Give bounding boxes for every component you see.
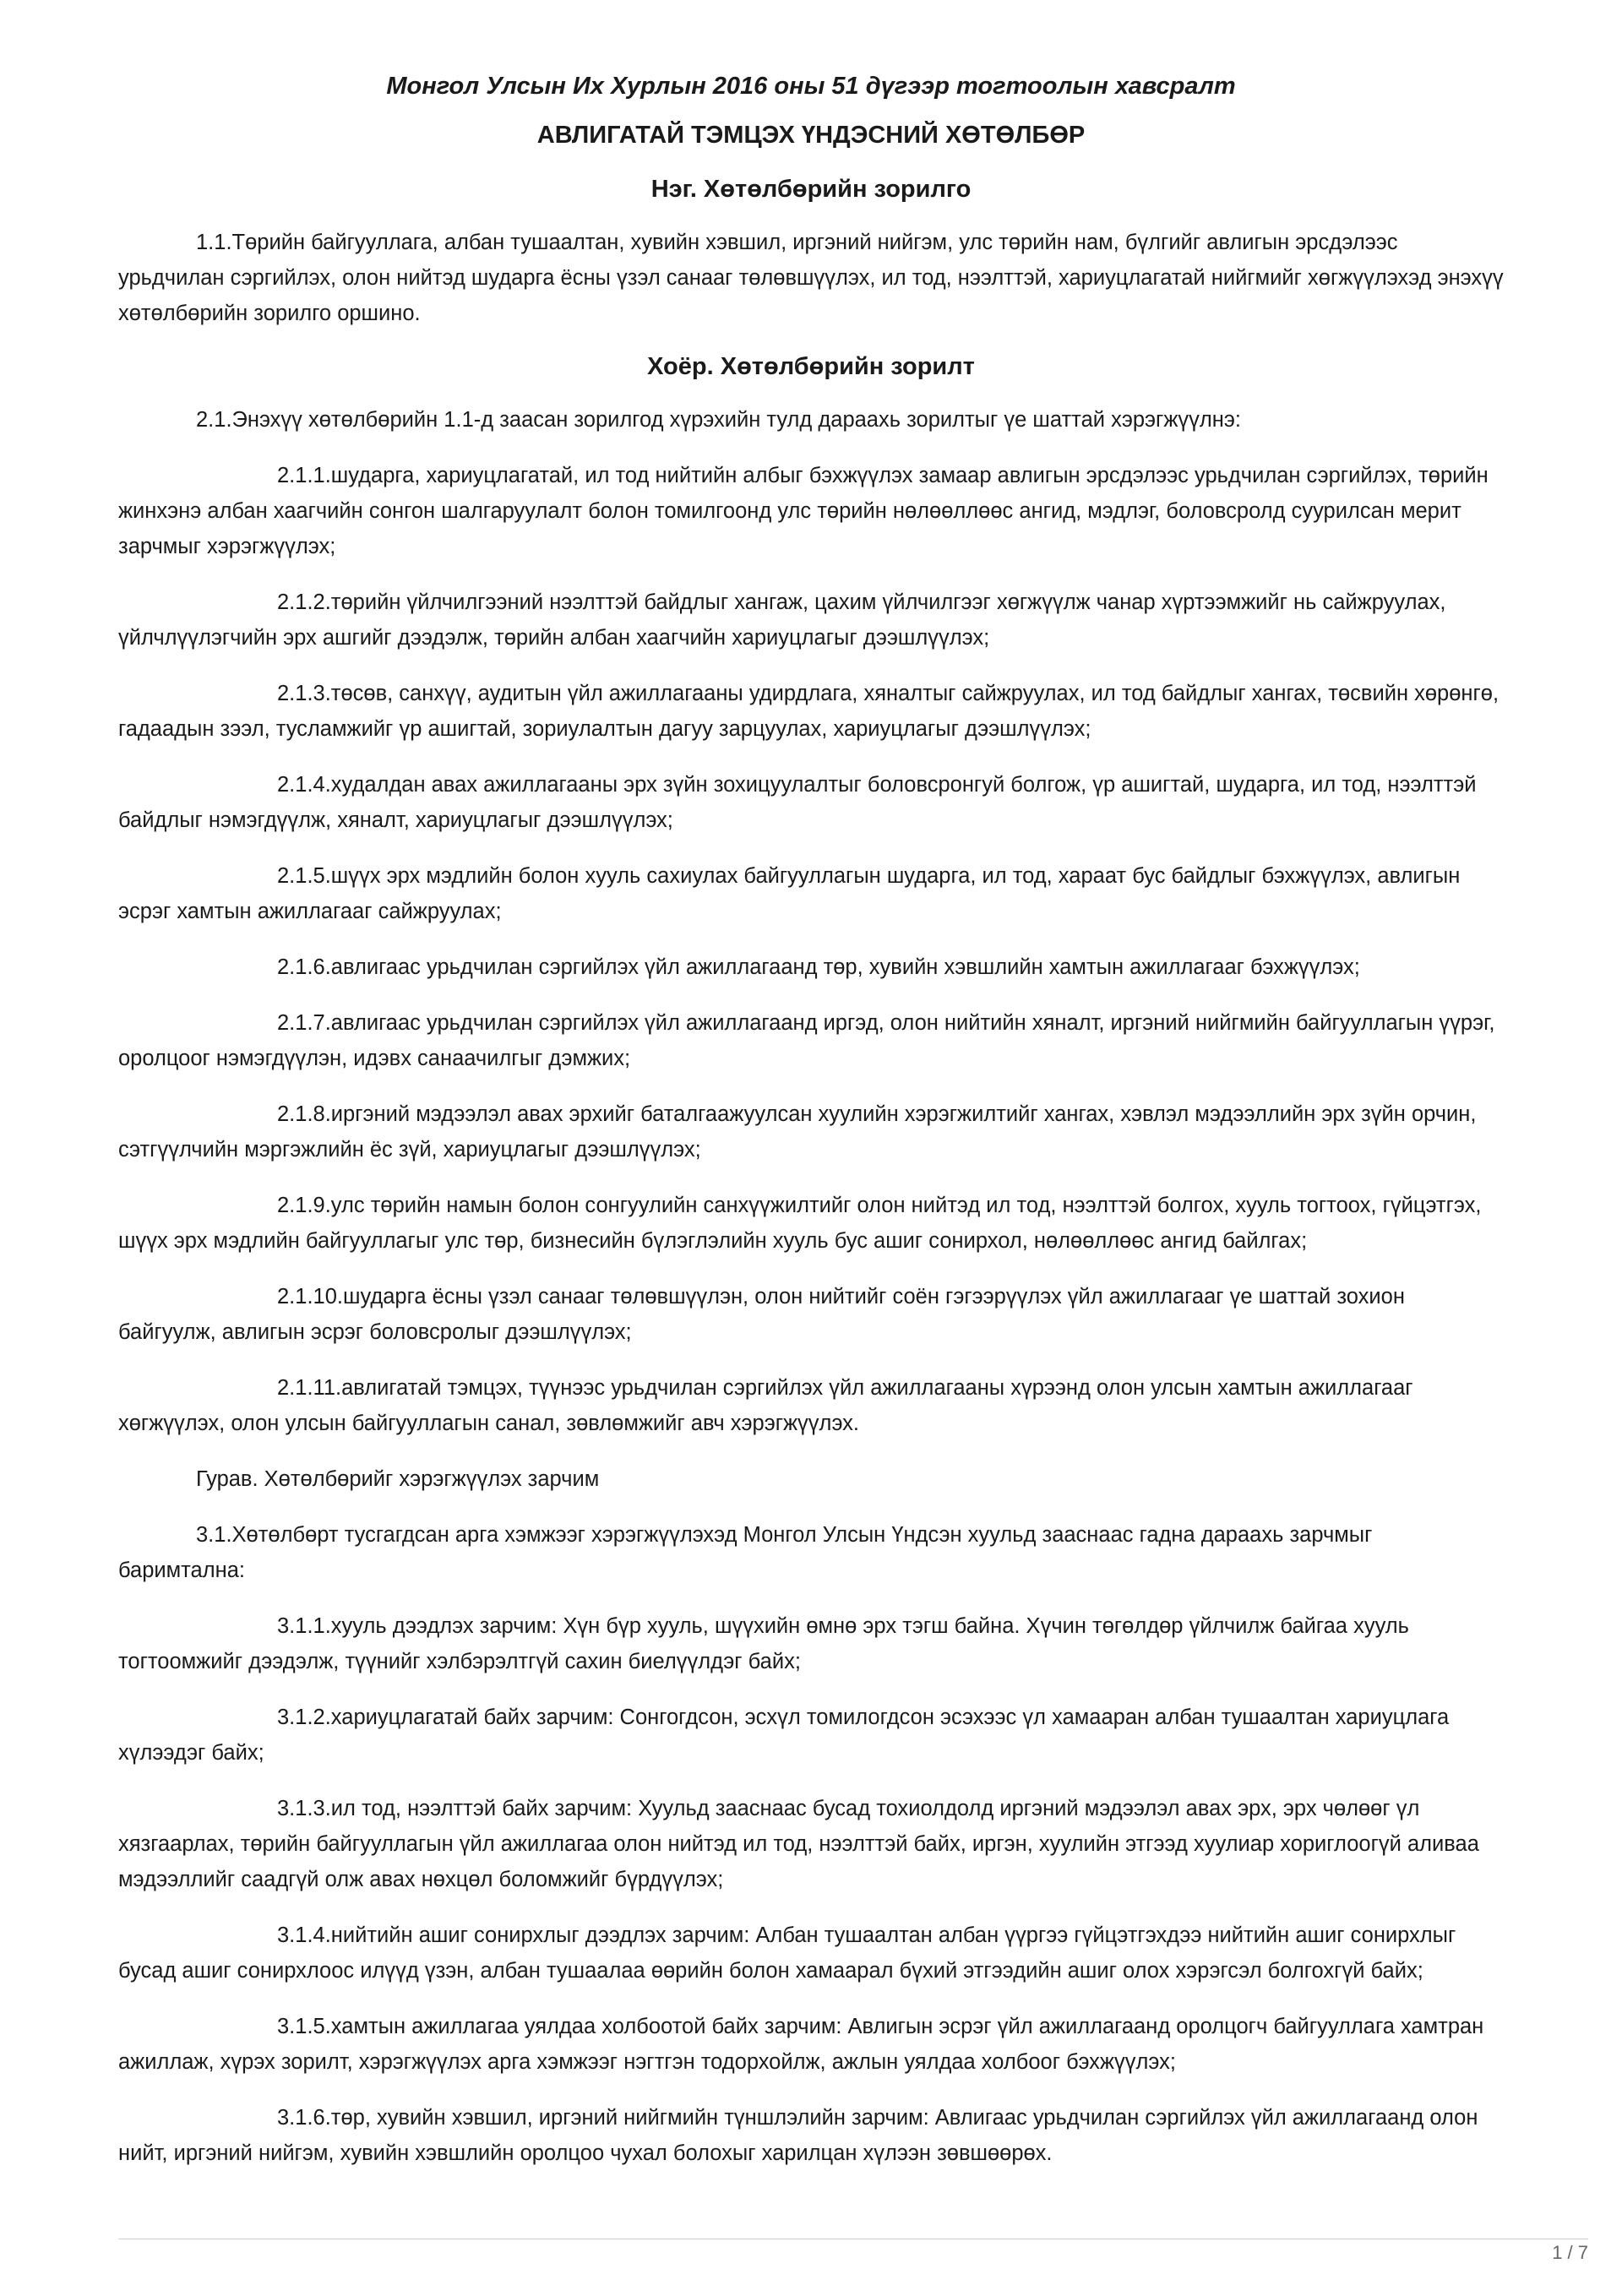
list-item-3-1-6: 3.1.6.төр, хувийн хэвшил, иргэний нийгмийн түншлэлийн зарчим: Авлигаас урьдчилан сэргийлэх үйл ажиллагаанд олон нийт, иргэний нийгэм, хувийн хэвшлийн оролцоо чухал болохыг харилцан хүлээн зөвшөөрөх. xyxy=(118,2106,1478,2165)
paragraph-2-1: 2.1.Энэхүү хөтөлбөрийн 1.1-д заасан зорилгод хүрэхийн тулд дараахь зорилтыг үе шаттай хэрэгжүүлнэ: xyxy=(196,408,1241,432)
document-title: АВЛИГАТАЙ ТЭМЦЭХ ҮНДЭСНИЙ ХӨТӨЛБӨР xyxy=(536,122,1086,149)
list-item-2-1-4: 2.1.4.худалдан авах ажиллагааны эрх зүйн зохицуулалтыг боловсронгуй болгож, үр ашигтай, шударга, ил тод, нээлттэй байдлыг нэмэгдүүлж, хяналт, хариуцлагыг дээшлүүлэх; xyxy=(118,773,1477,832)
list-item-2-1-3: 2.1.3.төсөв, санхүү, аудитын үйл ажиллагааны удирдлага, хяналтыг сайжруулах, ил тод байдлыг хангах, төсвийн хөрөнгө, гадаадын зээл, тусламжийг үр ашигтай, зориулалтын дагуу зарцуулах, хариуцлагыг дээшлүүлэх; xyxy=(118,682,1500,741)
page-number: 1 / 7 xyxy=(1552,2242,1588,2263)
list-item-2-1-7: 2.1.7.авлигаас урьдчилан сэргийлэх үйл ажиллагаанд иргэд, олон нийтийн хяналт, иргэний нийгмийн байгууллагын үүрэг, оролцоог нэмэгдүүлэн, идэвх санаачилгыг дэмжих; xyxy=(118,1011,1495,1070)
list-item-2-1-1: 2.1.1.шударга, хариуцлагатай, ил тод нийтийн албыг бэхжүүлэх замаар авлигын эрсдэлээс урьдчилан сэргийлэх, төрийн жинхэнэ албан хаагчийн сонгон шалгаруулалт болон томилгоонд улс төрийн нөлөөллөөс ангид, мэдлэг, боловсролд суурилсан мерит зарчмыг хэрэгжүүлэх; xyxy=(118,464,1489,558)
list-item-3-1-3: 3.1.3.ил тод, нээлттэй байх зарчим: Хуульд зааснаас бусад тохиолдолд иргэний мэдээлэл авах эрх, эрх чөлөөг үл хязгаарлах, төрийн байгууллагын үйл ажиллагаа олон нийтэд ил тод, нээлттэй байх, иргэн, хуулийн этгээд хуулиар хориглоогүй аливаа мэдээллийг саадгүй олж авах нөхцөл боломжийг бүрдүүлэх; xyxy=(118,1797,1479,1891)
attachment-note: Монгол Улсын Их Хурлын 2016 оны 51 дүгээр тогтоолын хавсралт xyxy=(386,73,1236,100)
list-item-3-1-4: 3.1.4.нийтийн ашиг сонирхлыг дээдлэх зарчим: Албан тушаалтан албан үүргээ гүйцэтгэхдээ нийтийн ашиг сонирхлыг бусад ашиг сонирхлоос илүүд үзэн, албан тушаалаа өөрийн болон хамаарал бүхий этгээдийн ашиг олох хэрэгсэл болгохгүй байх; xyxy=(118,1923,1456,1983)
list-item-2-1-11: 2.1.11.авлигатай тэмцэх, түүнээс урьдчилан сэргийлэх үйл ажиллагааны хүрээнд олон улсын хамтын ажиллагааг хөгжүүлэх, олон улсын байгууллагын санал, зөвлөмжийг авч хэрэгжүүлэх. xyxy=(118,1376,1413,1435)
list-item-2-1-10: 2.1.10.шударга ёсны үзэл санааг төлөвшүүлэн, олон нийтийг соён гэгээрүүлэх үйл ажиллагааг үе шаттай зохион байгуулж, авлигын эсрэг боловсролыг дээшлүүлэх; xyxy=(118,1285,1405,1344)
list-item-3-1-1: 3.1.1.хууль дээдлэх зарчим: Хүн бүр хууль, шүүхийн өмнө эрх тэгш байна. Хүчин төгөлдөр үйлчилж байгаа хууль тогтоомжийг дээдэлж, түүнийг хэлбэрэлтгүй сахин биелүүлдэг байх; xyxy=(118,1614,1409,1673)
paragraph-3-1: 3.1.Хөтөлбөрт тусгагдсан арга хэмжээг хэрэгжүүлэхэд Монгол Улсын Үндсэн хуульд зааснаас гадна дараахь зарчмыг баримтална: xyxy=(118,1523,1373,1582)
list-item-2-1-5: 2.1.5.шүүх эрх мэдлийн болон хууль сахиулах байгууллагын шударга, ил тод, хараат бус байдлыг бэхжүүлэх, авлигын эсрэг хамтын ажиллагааг сайжруулах; xyxy=(118,864,1461,923)
list-item-2-1-8: 2.1.8.иргэний мэдээлэл авах эрхийг баталгаажуулсан хуулийн хэрэгжилтийг хангах, хэвлэл мэдээллийн эрх зүйн орчин, сэтгүүлчийн мэргэжлийн ёс зүй, хариуцлагыг дээшлүүлэх; xyxy=(118,1102,1477,1162)
document-page xyxy=(118,71,1504,2191)
paragraph-1-1: 1.1.Төрийн байгууллага, албан тушаалтан, хувийн хэвшил, иргэний нийгэм, улс төрийн нам, бүлгийг авлигын эрсдэлээс урьдчилан сэргийлэх, олон нийтэд шударга ёсны үзэл санааг төлөвшүүлэх, ил тод, нээлттэй, хариуцлагатай нийгмийг хөгжүүлэхэд энэхүү хөтөлбөрийн зорилго оршино. xyxy=(118,231,1504,325)
list-item-3-1-2: 3.1.2.хариуцлагатай байх зарчим: Сонгогдсон, эсхүл томилогдсон эсэхээс үл хамааран албан тушаалтан хариуцлага хүлээдэг байх; xyxy=(118,1706,1450,1765)
section-2-heading: Хоёр. Хөтөлбөрийн зорилт xyxy=(647,353,975,380)
list-item-2-1-9: 2.1.9.улс төрийн намын болон сонгуулийн санхүүжилтийг олон нийтэд ил тод, нээлттэй болгох, хууль тогтоох, гүйцэтгэх, шүүх эрх мэдлийн байгууллагыг улс төр, бизнесийн бүлэглэлийн хууль бус ашиг сонирхол, нөлөөллөөс ангид байлгах; xyxy=(118,1194,1482,1253)
list-item-2-1-2: 2.1.2.төрийн үйлчилгээний нээлттэй байдлыг хангаж, цахим үйлчилгээг хөгжүүлж чанар хүртээмжийг нь сайжруулах, үйлчлүүлэгчийн эрх ашгийг дээдэлж, төрийн албан хаагчийн хариуцлагыг дээшлүүлэх; xyxy=(118,590,1446,650)
section-3-heading: Гурав. Хөтөлбөрийг хэрэгжүүлэх зарчим xyxy=(196,1467,600,1491)
section-1-heading: Нэг. Хөтөлбөрийн зорилго xyxy=(650,176,972,203)
list-item-2-1-6: 2.1.6.авлигаас урьдчилан сэргийлэх үйл ажиллагаанд төр, хувийн хэвшлийн хамтын ажиллагааг бэхжүүлэх; xyxy=(277,955,1360,979)
list-item-3-1-5: 3.1.5.хамтын ажиллагаа уялдаа холбоотой байх зарчим: Авлигын эсрэг үйл ажиллагаанд оролцогч байгууллага хамтран ажиллаж, хүрэх зорилт, хэрэгжүүлэх арга хэмжээг нэгтгэн тодорхойлж, ажлын уялдаа холбоог бэхжүүлэх; xyxy=(118,2015,1484,2074)
